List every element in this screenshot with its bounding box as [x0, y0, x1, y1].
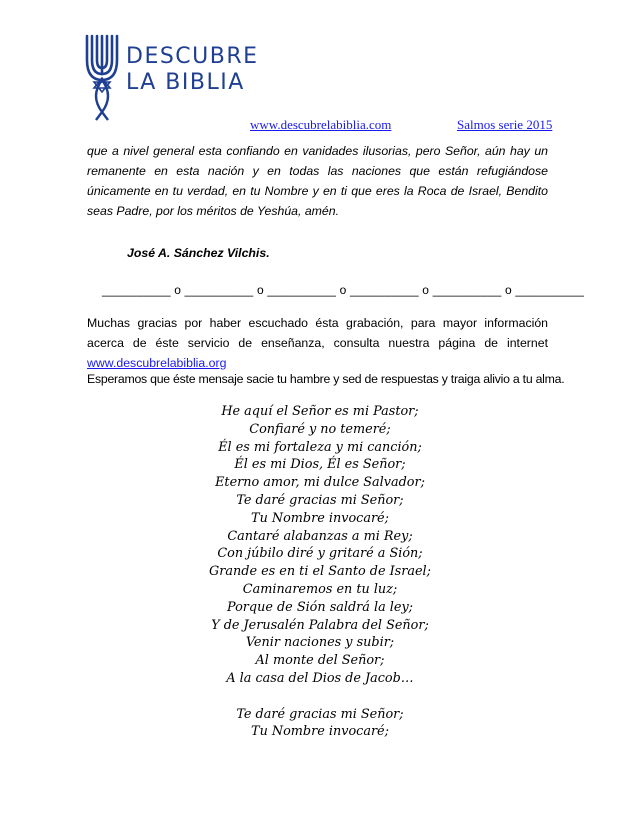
logo	[84, 30, 259, 122]
poem-line: Y de Jerusalén Palabra del Señor;	[211, 617, 429, 633]
thanks-text: Muchas gracias por haber escuchado ésta grabación, para mayor información acerca de éste servicio de enseñanza, consulta nuestra página de internet	[87, 316, 548, 350]
poem-line: Tu Nombre invocaré;	[251, 510, 389, 526]
header-series-label[interactable]: Salmos serie 2015	[457, 117, 553, 132]
website-link[interactable]: www.descubrelabiblia.org	[87, 356, 227, 370]
poem-line: Cantaré alabanzas a mi Rey;	[227, 528, 413, 544]
prayer-paragraph: que a nivel general esta confiando en vanidades ilusorias, pero Señor, aún hay un remanente en esta nación y en todas las naciones que están refugiándose únicamente en tu verdad, en tu Nombre y en ti que eres la Roca de Israel, Bendito seas Padre, por los méritos de Yeshúa, amén.	[87, 144, 548, 218]
logo-line-2: LA BIBLIA	[126, 70, 245, 95]
logo-line-1: DESCUBRE	[126, 44, 259, 69]
author-name: José A. Sánchez Vilchis.	[127, 246, 270, 260]
poem-line: Porque de Sión saldrá la ley;	[227, 599, 413, 615]
thanks-paragraph	[87, 313, 548, 373]
poem-line: Confiaré y no temeré;	[249, 421, 391, 437]
section-divider: __________ o __________ o __________ o __________ o __________ o __________	[102, 283, 585, 297]
poem-line: Eterno amor, mi dulce Salvador;	[215, 475, 425, 491]
poem-refrain-line: Te daré gracias mi Señor;	[236, 706, 404, 722]
poem	[160, 403, 480, 741]
poem-line: Caminaremos en tu luz;	[242, 581, 398, 597]
poem-line: Él es mi fortaleza y mi canción;	[218, 439, 422, 455]
poem-line: Grande es en ti el Santo de Israel;	[209, 564, 431, 580]
poem-line: Te daré gracias mi Señor;	[236, 492, 404, 508]
poem-line: Venir naciones y subir;	[245, 635, 395, 651]
poem-line: A la casa del Dios de Jacob…	[226, 670, 414, 686]
poem-line: Con júbilo diré y gritaré a Sión;	[217, 546, 423, 562]
closing-paragraph: Esperamos que éste mensaje sacie tu hambre y sed de respuestas y traiga alivio a tu alma.	[87, 372, 565, 386]
poem-refrain-line: Tu Nombre invocaré;	[251, 724, 389, 740]
logo-wordmark	[126, 44, 259, 96]
menorah-fish-star-icon	[84, 30, 120, 122]
header-website-link[interactable]: www.descubrelabiblia.com	[250, 117, 392, 132]
stanza-gap	[160, 688, 480, 706]
poem-line: Él es mi Dios, Él es Señor;	[234, 457, 406, 473]
poem-line: He aquí el Señor es mi Pastor;	[221, 404, 419, 419]
poem-line: Al monte del Señor;	[255, 653, 385, 669]
